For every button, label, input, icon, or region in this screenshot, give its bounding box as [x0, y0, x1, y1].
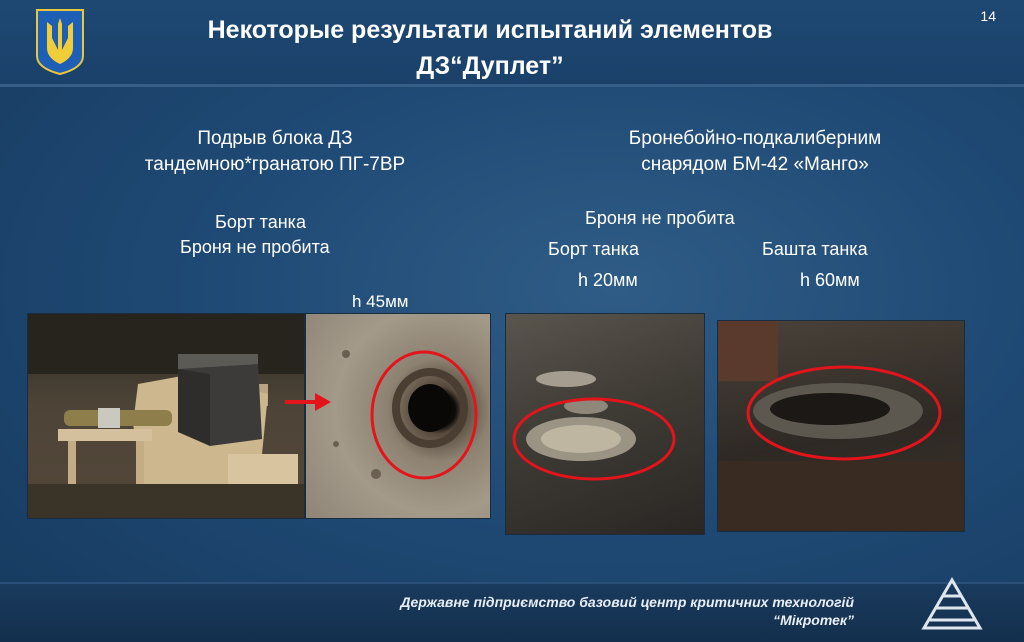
right-turret-depth: h 60мм — [800, 270, 860, 290]
left-heading-line-1: Подрыв блока ДЗ — [197, 128, 353, 149]
right-side-depth: h 20мм — [578, 270, 638, 290]
turret-illustration — [718, 321, 964, 531]
right-heading — [560, 126, 950, 178]
right-turret-label: Башта танка — [762, 239, 868, 259]
right-side-label: Борт танка — [548, 239, 639, 259]
footer-line-1: Державне підприємство базовий центр критичних технологій — [400, 594, 854, 610]
footer-organization — [400, 593, 854, 629]
left-side-label: Борт танка — [215, 212, 306, 232]
red-arrow-icon — [285, 393, 331, 411]
left-depth-label: h 45мм — [352, 292, 409, 311]
turret-photo — [717, 320, 965, 532]
test-setup-illustration — [28, 314, 304, 518]
hull-side-illustration — [506, 314, 704, 534]
page-number: 14 — [980, 8, 996, 24]
mikrotek-logo-icon — [920, 576, 984, 632]
title-line-2: ДЗ“Дуплет” — [416, 52, 564, 80]
title-line-1: Некоторые результати испытаний элементов — [207, 16, 773, 44]
test-setup-photo — [27, 313, 305, 519]
header-stripe — [0, 84, 1024, 87]
crater-illustration — [306, 314, 490, 518]
crater-photo — [305, 313, 491, 519]
footer-line-2: “Мікротек” — [773, 612, 854, 628]
hull-side-photo — [505, 313, 705, 535]
right-heading-line-2: снарядом БМ-42 «Манго» — [641, 154, 869, 175]
left-heading — [100, 126, 450, 178]
right-heading-line-1: Бронебойно-подкалиберним — [628, 128, 882, 149]
ukraine-trident-icon — [35, 8, 85, 76]
left-heading-line-2: тандемною*гранатою ПГ-7ВР — [144, 154, 406, 175]
left-result-label: Броня не пробита — [180, 237, 330, 257]
right-result-label: Броня не пробита — [585, 208, 735, 228]
slide-title — [120, 12, 860, 84]
